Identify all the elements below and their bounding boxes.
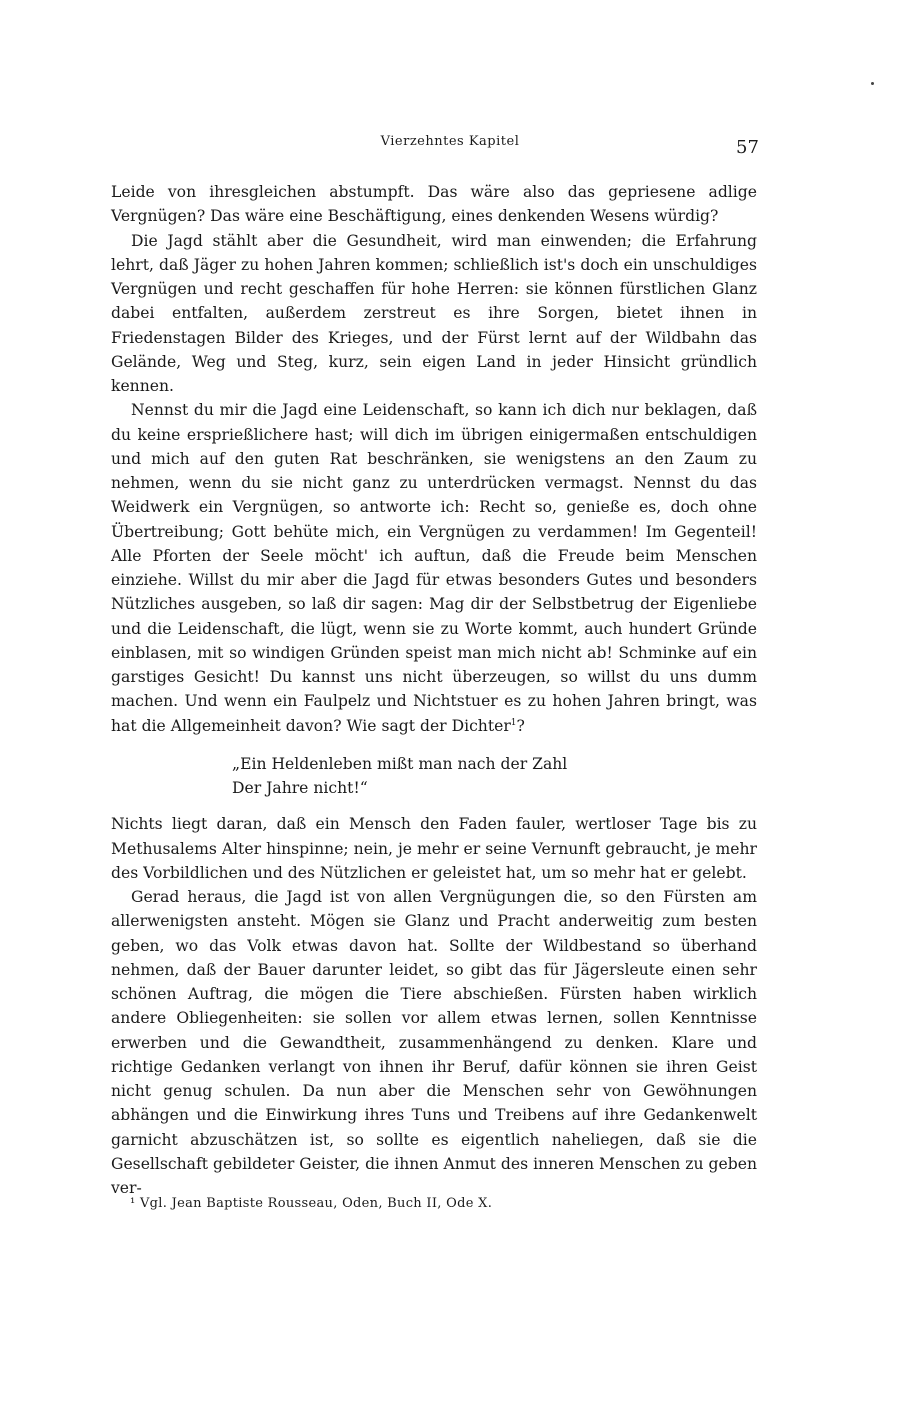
paragraph-3-end: ? [516, 716, 525, 735]
paper-speck [871, 82, 874, 85]
body-text [111, 180, 757, 1200]
paragraph-3-text: Nennst du mir die Jagd eine Leidenschaft, so kann ich dich nur beklagen, daß du keine ersprießlichere hast; will dich im übrigen einigermaßen entschuldigen und mich auf den guten Rat beschränken, sie wenigstens an den Zaum zu nehmen, wenn du sie nicht ganz zu unterdrücken vermagst. Nennst du das Weidwerk ein Vergnügen, so antworte ich: Recht so, genieße es, doch ohne Übertreibung; Gott behüte mich, ein Vergnügen zu verdammen! Im Gegenteil! Alle Pforten der Seele möcht' ich auftun, daß die Freude beim Menschen einziehe. Willst du mir aber die Jagd für etwas besonders Gutes und besonders Nützliches ausgeben, so laß dir sagen: Mag dir der Selbstbetrug der Eigenliebe und die Leidenschaft, die lügt, wenn sie zu Worte kommt, auch hundert Gründe einblasen, mit so windigen Gründen speist man mich nicht ab! Schminke auf ein garstiges Gesicht! Du kannst uns nicht überzeugen, so willst du uns dumm machen. Und wenn ein Faulpelz und Nichtstuer es zu hohen Jahren bringt, was hat die Allgemeinheit davon? Wie sagt der Dichter [111, 401, 757, 735]
paragraph-5: Gerad heraus, die Jagd ist von allen Vergnügungen die, so den Fürsten am allerwenigsten ansteht. Mögen sie Glanz und Pracht anderweitig zum besten geben, wo das Volk etwas davon hat. Sollte der Wildbestand so überhand nehmen, daß der Bauer darunter leidet, so gibt das für Jägersleute einen sehr schönen Auftrag, die mögen die Tiere abschießen. Fürsten haben wirklich andere Obliegenheiten: sie sollen vor allem etwas lernen, sollen Kenntnisse erwerben und die Gewandtheit, zusammenhängend zu denken. Klare und richtige Gedanken verlangt von ihnen ihr Beruf, dafür können sie ihren Geist nicht genug schulen. Da nun aber die Menschen sehr von Gewöhnungen abhängen und die Einwirkung ihres Tuns und Treibens auf ihre Gedankenwelt garnicht abzuschätzen ist, so sollte es eigentlich naheliegen, daß sie die Gesellschaft gebildeter Geister, die ihnen Anmut des inneren Menschen zu geben ver- [111, 888, 757, 1197]
verse-line-2: Der Jahre nicht!“ [232, 779, 368, 797]
paragraph-4: Nichts liegt daran, daß ein Mensch den Faden fauler, wertloser Tage bis zu Methusalems Alter hinspinne; nein, je mehr er seine Vernunft gebraucht, je mehr des Vorbildlichen und des Nützlichen er geleistet hat, um so mehr hat er gelebt. [111, 815, 757, 882]
running-head: Vierzehntes Kapitel [380, 134, 520, 149]
paragraph-3 [111, 398, 757, 738]
verse-quote [232, 752, 757, 801]
footnote-marker[interactable]: 1 [510, 717, 517, 728]
footnote: ¹ Vgl. Jean Baptiste Rousseau, Oden, Buch II, Ode X. [130, 1196, 493, 1211]
paragraph-2: Die Jagd stählt aber die Gesundheit, wird man einwenden; die Erfahrung lehrt, daß Jäger zu hohen Jahren kommen; schließlich ist's doch ein unschuldiges Vergnügen und recht geschaffen für hohe Herren: sie können fürstlichen Glanz dabei entfalten, außerdem zerstreut es ihre Sorgen, bietet ihnen in Friedenstagen Bilder des Krieges, und der Fürst lernt auf der Wildbahn das Gelände, Weg und Steg, kurz, sein eigen Land in jeder Hinsicht gründlich kennen. [111, 231, 757, 395]
paragraph-1: Leide von ihresgleichen abstumpft. Das wäre also das gepriesene adlige Vergnügen? Das wäre eine Beschäftigung, eines denkenden Wesens würdig? [111, 183, 757, 226]
verse-line-1: „Ein Heldenleben mißt man nach der Zahl [232, 754, 568, 773]
page-number: 57 [736, 137, 759, 158]
